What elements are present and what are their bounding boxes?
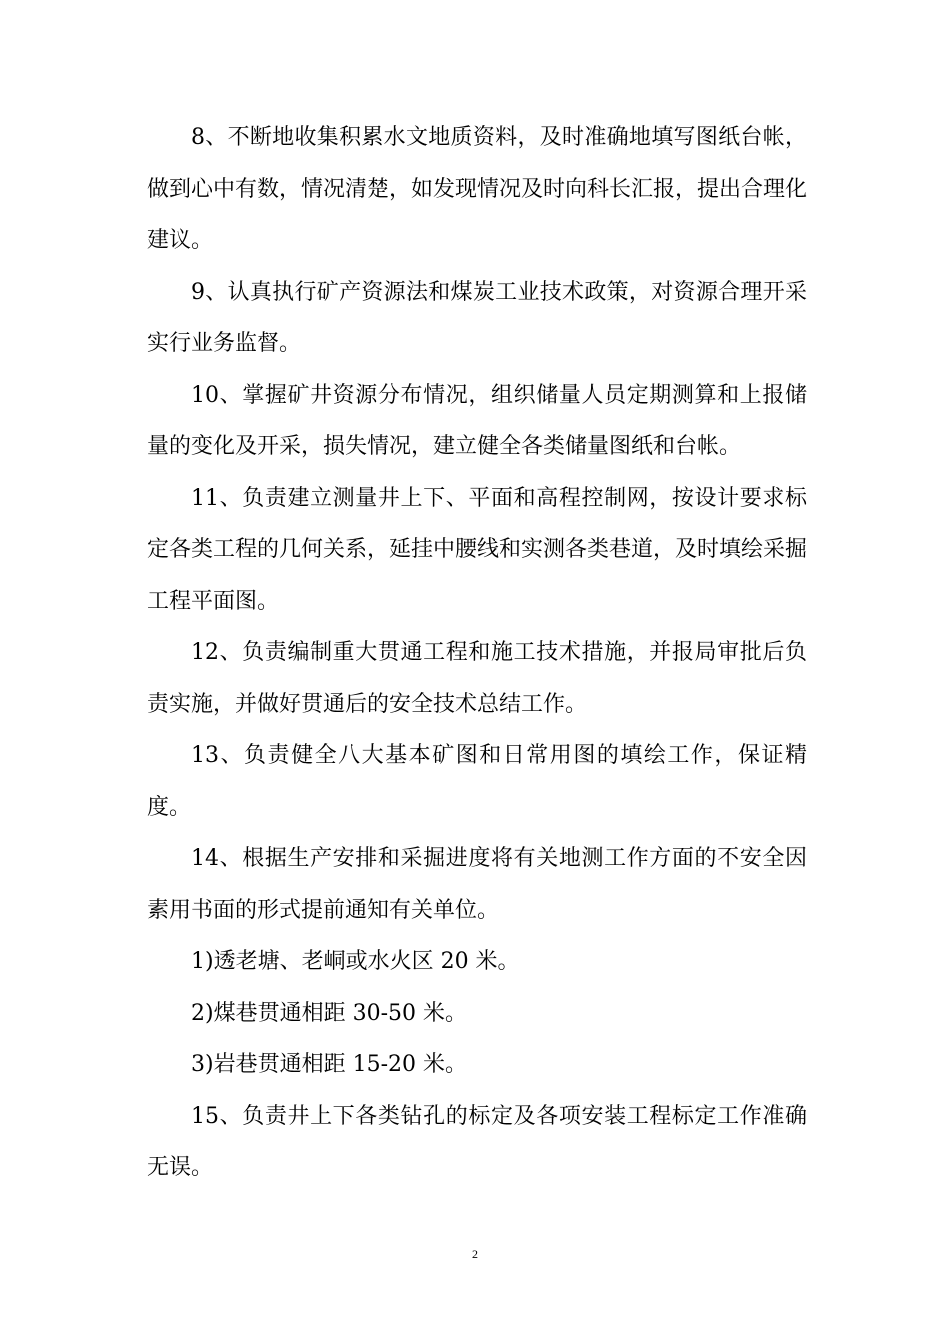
sub-item-2: 2)煤巷贯通相距 30-50 米。 [191, 1000, 467, 1026]
paragraph-item-13: 13、负责健全八大基本矿图和日常用图的填绘工作，保证精度。 [147, 743, 807, 820]
paragraph-item-10: 10、掌握矿井资源分布情况，组织储量人员定期测算和上报储量的变化及开采，损失情况，建立健全各类储量图纸和台帐。 [147, 382, 807, 459]
paragraph-item-9: 9、认真执行矿产资源法和煤炭工业技术政策，对资源合理开采实行业务监督。 [147, 279, 807, 356]
page-number: 2 [472, 1247, 478, 1261]
paragraph-item-8: 8、不断地收集积累水文地质资料，及时准确地填写图纸台帐，做到心中有数，情况清楚，如发现情况及时向科长汇报，提出合理化建议。 [147, 125, 808, 253]
sub-item-1: 1)透老塘、老峒或水火区 20 米。 [191, 949, 520, 974]
sub-item-3: 3)岩巷贯通相距 15-20 米。 [191, 1052, 467, 1077]
paragraph-item-15: 15、负责井上下各类钻孔的标定及各项安装工程标定工作准确无误。 [147, 1103, 807, 1180]
paragraph-item-12: 12、负责编制重大贯通工程和施工技术措施，并报局审批后负责实施，并做好贯通后的安全技术总结工作。 [147, 640, 807, 717]
document-body [147, 112, 807, 1194]
paragraph-item-14: 14、根据生产安排和采掘进度将有关地测工作方面的不安全因素用书面的形式提前通知有关单位。 [147, 846, 807, 923]
paragraph-item-11: 11、负责建立测量井上下、平面和高程控制网，按设计要求标定各类工程的几何关系，延挂中腰线和实测各类巷道，及时填绘采掘工程平面图。 [147, 485, 808, 614]
